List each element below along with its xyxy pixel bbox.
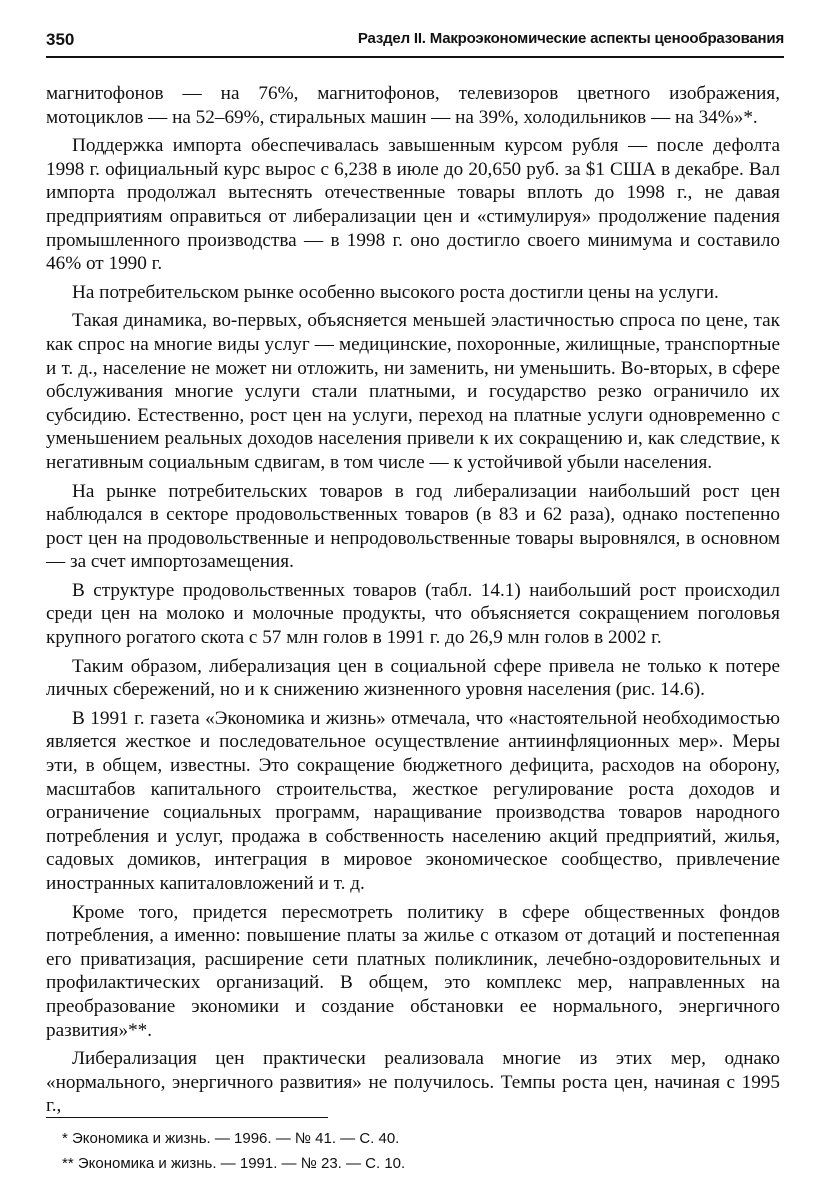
paragraph: В структуре продовольственных товаров (табл. 14.1) наибольший рост происходил среди цен на молоко и молочные продукты, что объясняется сокращением поголовья крупного рогатого скота с 57 млн голов в 1991 г. до 26,9 млн голов в 2002 г.: [46, 579, 780, 649]
paragraph: Либерализация цен практически реализовала многие из этих мер, однако «нормального, энергичного развития» не получилось. Темпы роста цен, начиная с 1995 г.,: [46, 1048, 780, 1117]
paragraph: В 1991 г. газета «Экономика и жизнь» отмечала, что «настоятельной необходимостью является жесткое и последовательное осуществление антиинфляционных мер». Меры эти, в общем, известны. Это сокращение бюджетного дефицита, расходов на оборону, масштабов капитального строительства, жесткое регулирование роста доходов и ограничение социальных программ, наращивание производства товаров народного потребления и услуг, продажа в собственность населению акций предприятий, жилья, садовых домиков, интеграция в мировое экономическое сообщество, привлечение иностранных капиталовложений и т. д.: [46, 707, 780, 894]
paragraph: Такая динамика, во-первых, объясняется меньшей эластичностью спроса по цене, так как спрос на многие виды услуг — медицинские, похоронные, жилищные, транспортные и т. д., население не может ни отложить, ни заменить, ни уменьшить. Во-вторых, в сфере обслуживания многие услуги стали платными, и государство резко ограничило их субсидию. Естественно, рост цен на услуги, переход на платные услуги одновременно с уменьшением реальных доходов населения привели к их сокращению и, как следствие, к негативным социальным сдвигам, в том числе — к устойчивой убыли населения.: [46, 310, 780, 473]
running-title: Раздел II. Макроэкономические аспекты ценообразования: [357, 30, 784, 47]
paragraph: Кроме того, придется пересмотреть политику в сфере общественных фондов потребления, а именно: повышение платы за жилье с отказом от дотаций и постепенная его приватизация, расширение сети платных поликлиник, лечебно-оздоровительных и профилактических организаций. В общем, это комплекс мер, направленных на преобразование экономики и создание обстановки ее нормального, энергичного развития»**.: [46, 901, 780, 1041]
footnote-divider: [46, 1117, 328, 1118]
footnote: * Экономика и жизнь. — 1996. — № 41. — С. 40.: [62, 1130, 400, 1147]
body-text: [46, 82, 780, 1123]
footnote: ** Экономика и жизнь. — 1991. — № 23. — С. 10.: [62, 1155, 406, 1172]
page-header: [46, 30, 784, 58]
paragraph: На потребительском рынке особенно высокого роста достигли цены на услуги.: [72, 281, 719, 303]
paragraph-continued: магнитофонов — на 76%, магнитофонов, телевизоров цветного изображения, мотоциклов — на 52–69%, стиральных машин — на 39%, холодильников — на 34%»*.: [46, 83, 780, 128]
paragraph: Таким образом, либерализация цен в социальной сфере привела не только к потере личных сбережений, но и к снижению жизненного уровня населения (рис. 14.6).: [46, 655, 780, 701]
paragraph: На рынке потребительских товаров в год либерализации наибольший рост цен наблюдался в секторе продовольственных товаров (в 83 и 62 раза), однако постепенно рост цен на продовольственные и непродовольственные товары выровнялся, в основном — за счет импортозамещения.: [46, 480, 780, 573]
paragraph: Поддержка импорта обеспечивалась завышенным курсом рубля — после дефолта 1998 г. официальный курс вырос с 6,238 в июле до 20,650 руб. за $1 США в декабре. Вал импорта продолжал вытеснять отечественные товары вплоть до 1998 г., не давая предприятиям оправиться от либерализации цен и «стимулируя» продолжение падения промышленного производства — в 1998 г. оно достигло своего минимума и составило 46% от 1990 г.: [46, 135, 780, 275]
page-number: 350: [46, 30, 75, 49]
footnotes: [62, 1126, 762, 1176]
